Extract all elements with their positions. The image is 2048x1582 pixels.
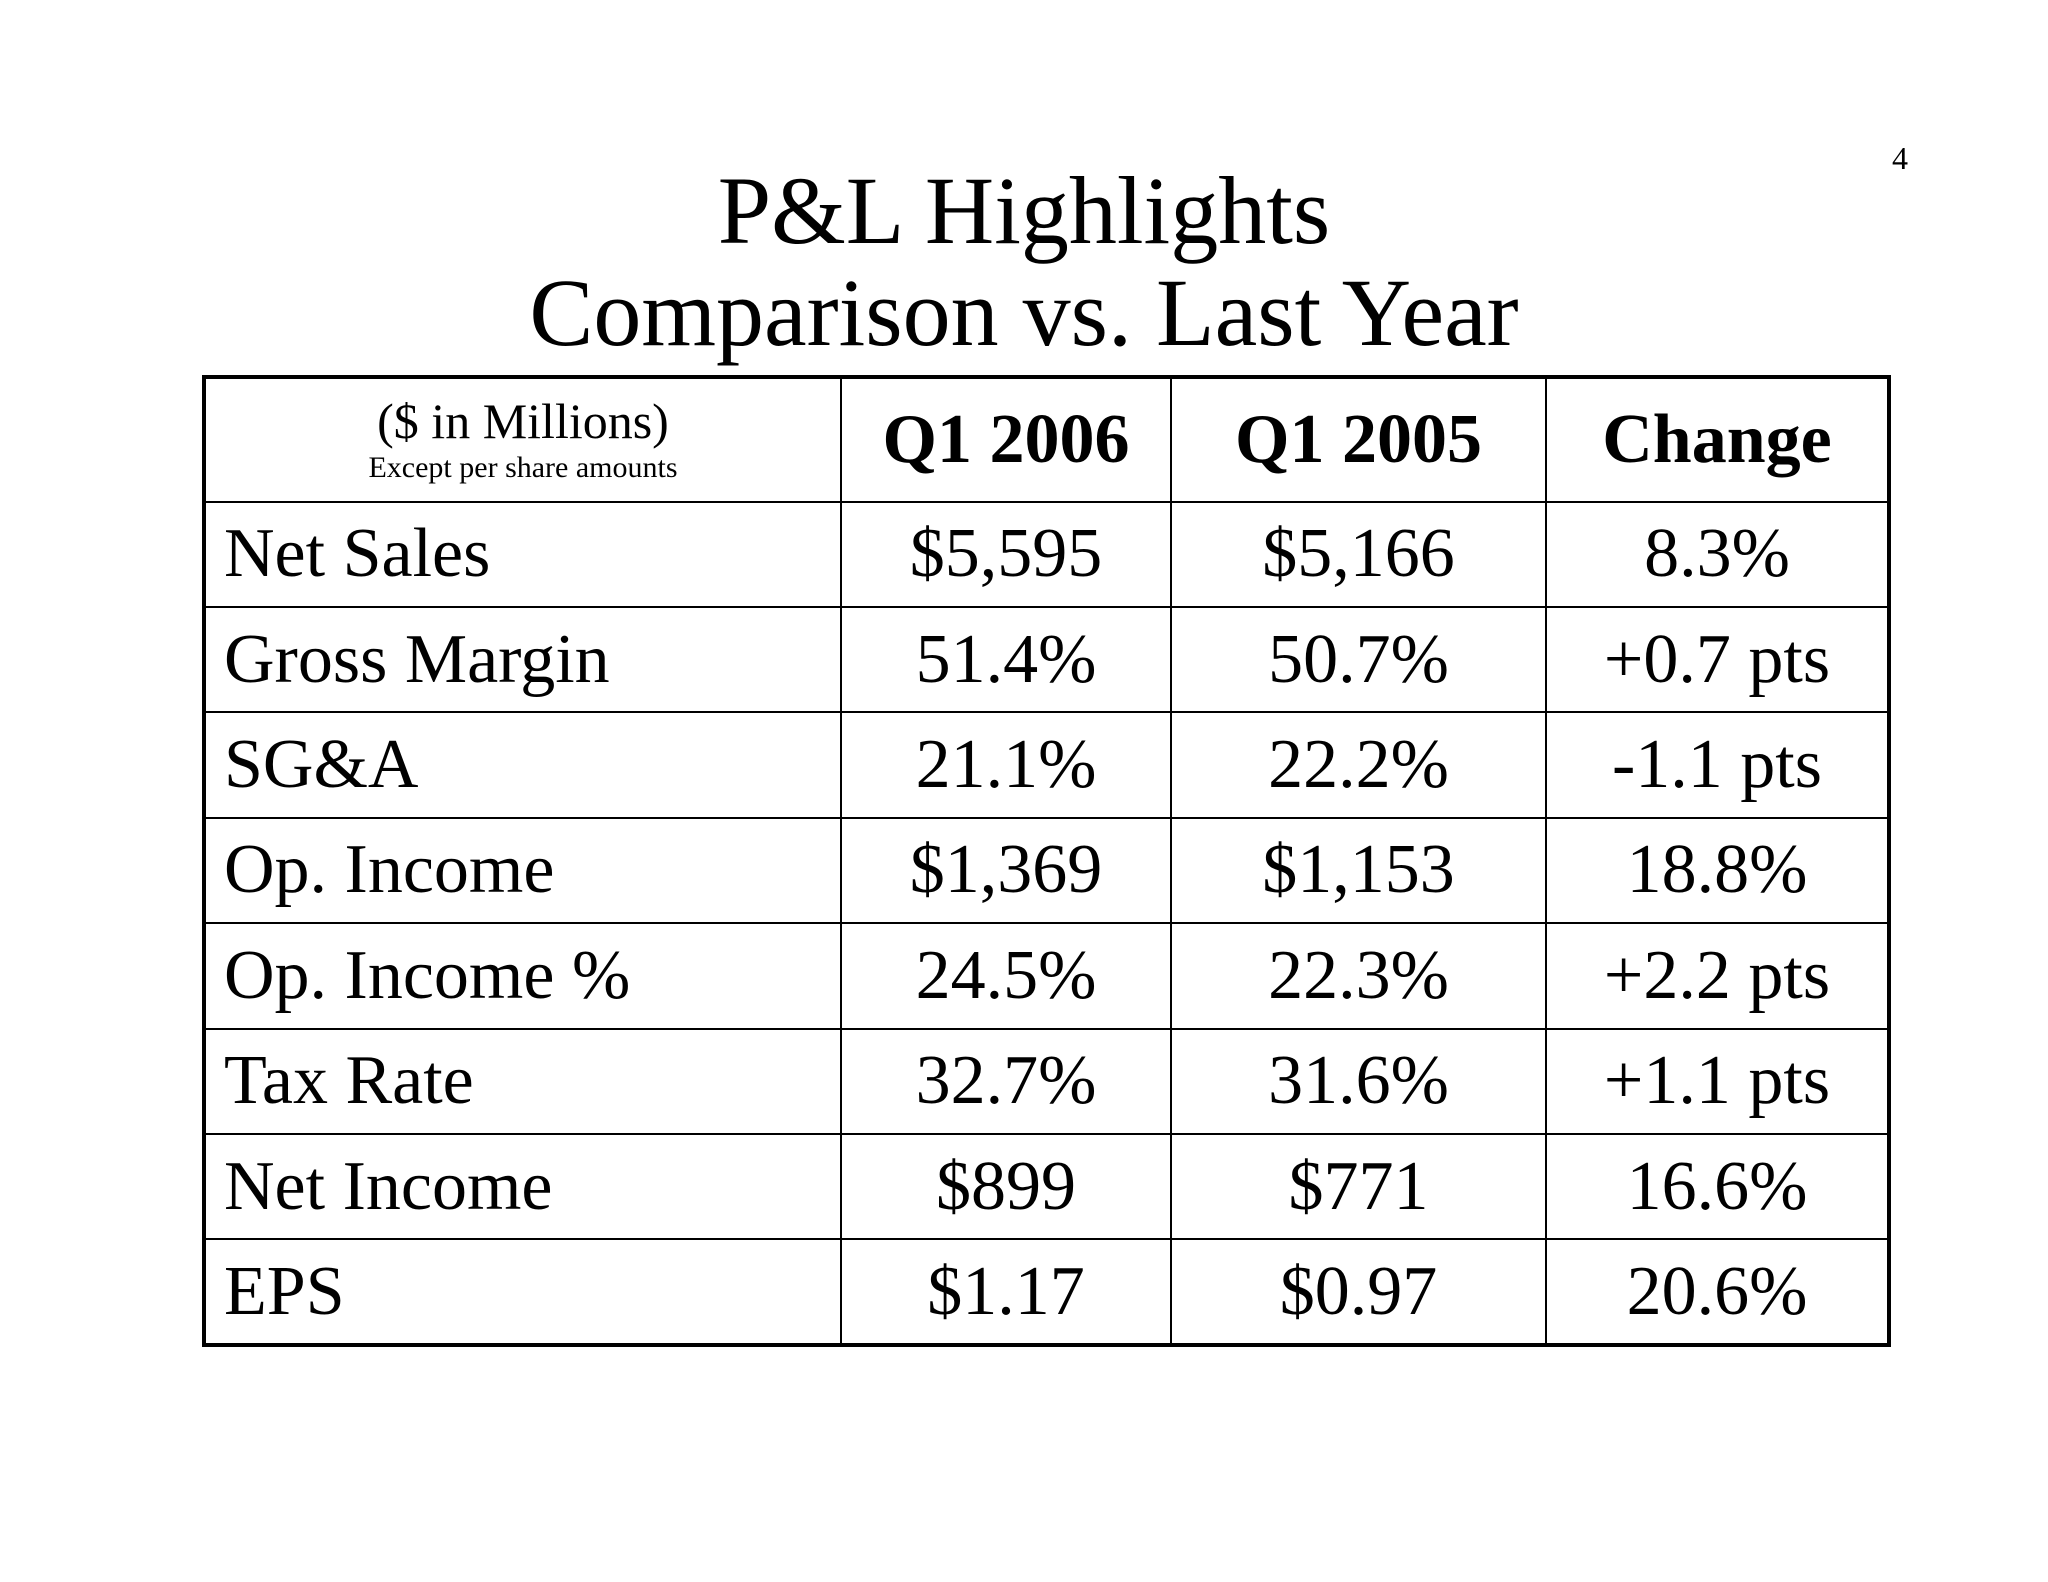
unit-sublabel: Except per share amounts: [368, 450, 678, 484]
cell-q1-2006: 51.4%: [841, 607, 1171, 712]
cell-change: -1.1 pts: [1546, 712, 1889, 817]
unit-header-cell: [204, 377, 841, 502]
cell-change: +2.2 pts: [1546, 923, 1889, 1028]
page-number: 4: [1892, 140, 1908, 176]
cell-change: 18.8%: [1546, 818, 1889, 923]
cell-q1-2005: 31.6%: [1171, 1029, 1546, 1134]
row-label: Net Sales: [204, 502, 841, 607]
cell-change: 8.3%: [1546, 502, 1889, 607]
cell-q1-2005: $5,166: [1171, 502, 1546, 607]
table-row: [204, 1134, 1889, 1239]
cell-change: +1.1 pts: [1546, 1029, 1889, 1134]
title-line-2: Comparison vs. Last Year: [529, 259, 1519, 366]
unit-label: ($ in Millions): [377, 392, 669, 449]
cell-q1-2005: $0.97: [1171, 1239, 1546, 1345]
row-label: EPS: [204, 1239, 841, 1345]
row-label: Op. Income: [204, 818, 841, 923]
page-title: [0, 157, 2048, 366]
column-header-q1-2006: Q1 2006: [841, 377, 1171, 502]
column-header-change: Change: [1546, 377, 1889, 502]
cell-q1-2006: $1.17: [841, 1239, 1171, 1345]
table-row: [204, 1239, 1889, 1345]
cell-q1-2005: $771: [1171, 1134, 1546, 1239]
column-header-q1-2005: Q1 2005: [1171, 377, 1546, 502]
table-row: [204, 923, 1889, 1028]
row-label: Op. Income %: [204, 923, 841, 1028]
cell-q1-2005: 22.2%: [1171, 712, 1546, 817]
cell-q1-2005: 50.7%: [1171, 607, 1546, 712]
table-row: [204, 502, 1889, 607]
cell-q1-2006: 32.7%: [841, 1029, 1171, 1134]
cell-change: 16.6%: [1546, 1134, 1889, 1239]
cell-q1-2005: 22.3%: [1171, 923, 1546, 1028]
cell-q1-2006: 24.5%: [841, 923, 1171, 1028]
title-line-1: P&L Highlights: [717, 157, 1331, 264]
table-row: [204, 607, 1889, 712]
row-label: Tax Rate: [204, 1029, 841, 1134]
pl-highlights-table: [202, 375, 1891, 1347]
cell-q1-2006: $1,369: [841, 818, 1171, 923]
row-label: SG&A: [204, 712, 841, 817]
cell-q1-2006: 21.1%: [841, 712, 1171, 817]
cell-change: 20.6%: [1546, 1239, 1889, 1345]
cell-change: +0.7 pts: [1546, 607, 1889, 712]
row-label: Net Income: [204, 1134, 841, 1239]
table-header-row: [204, 377, 1889, 502]
cell-q1-2006: $5,595: [841, 502, 1171, 607]
cell-q1-2005: $1,153: [1171, 818, 1546, 923]
row-label: Gross Margin: [204, 607, 841, 712]
cell-q1-2006: $899: [841, 1134, 1171, 1239]
table-row: [204, 712, 1889, 817]
table-row: [204, 1029, 1889, 1134]
table-row: [204, 818, 1889, 923]
